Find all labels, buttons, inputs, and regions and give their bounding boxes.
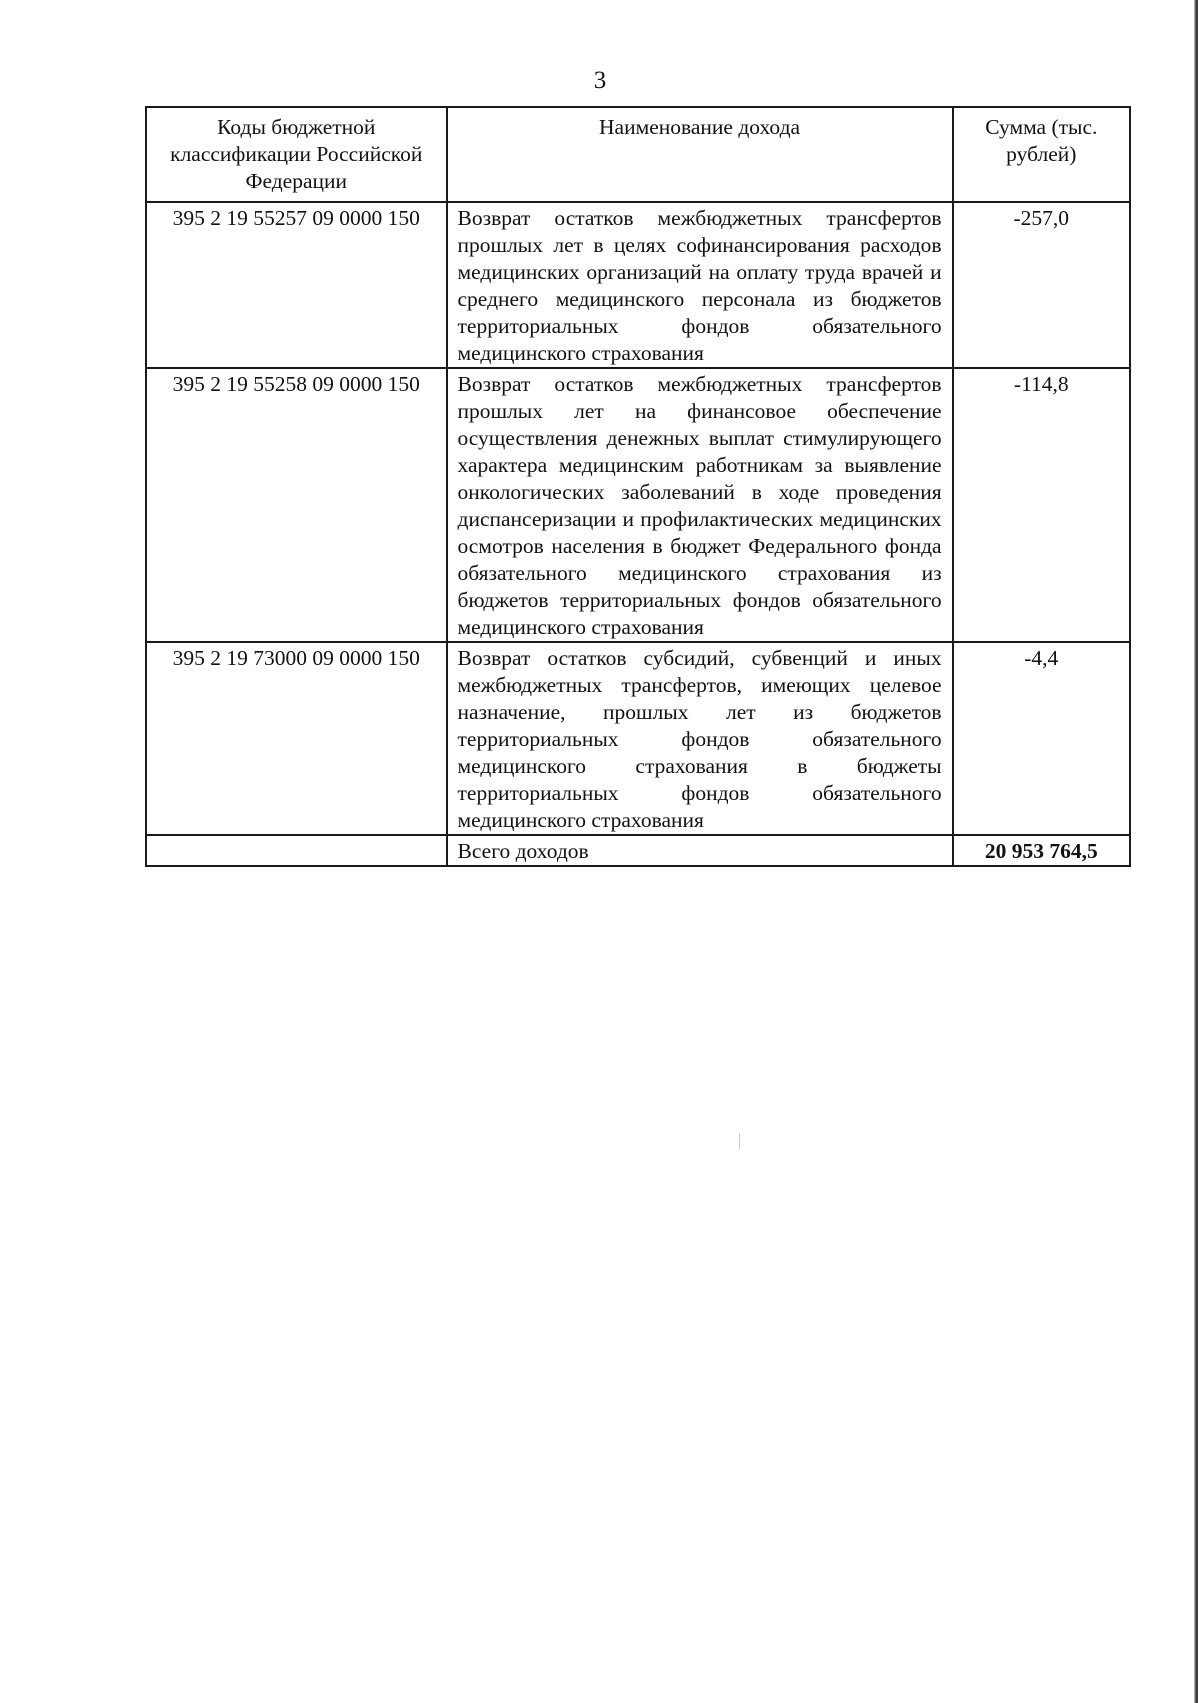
total-code-empty xyxy=(146,835,447,866)
table-row xyxy=(146,642,1130,835)
row-code: 395 2 19 55258 09 0000 150 xyxy=(146,368,447,642)
page-number: 3 xyxy=(593,67,607,94)
row-amount: -4,4 xyxy=(953,642,1130,835)
total-label: Всего доходов xyxy=(447,835,953,866)
row-amount: -257,0 xyxy=(953,202,1130,368)
row-code: 395 2 19 73000 09 0000 150 xyxy=(146,642,447,835)
scan-edge-line xyxy=(1194,0,1198,1703)
table-row xyxy=(146,202,1130,368)
row-amount: -114,8 xyxy=(953,368,1130,642)
row-name: Возврат остатков субсидий, субвенций и иных межбюджетных трансфертов, имеющих целевое назначение, прошлых лет из бюджетов территориальных фондов обязательного медицинского страхования в бюджеты территориальных фондов обязательного медицинского страхования xyxy=(447,642,953,835)
row-name: Возврат остатков межбюджетных трансфертов прошлых лет на финансовое обеспечение осуществления денежных выплат стимулирующего характера медицинским работникам за выявление онкологических заболеваний в ходе проведения диспансеризации и профилактических медицинских осмотров населения в бюджет Федерального фонда обязательного медицинского страхования из бюджетов территориальных фондов обязательного медицинского страхования xyxy=(447,368,953,642)
scan-artifact xyxy=(739,1133,740,1149)
total-row xyxy=(146,835,1130,866)
row-name: Возврат остатков межбюджетных трансфертов прошлых лет в целях софинансирования расходов медицинских организаций на оплату труда врачей и среднего медицинского персонала из бюджетов территориальных фондов обязательного медицинского страхования xyxy=(447,202,953,368)
total-amount: 20 953 764,5 xyxy=(953,835,1130,866)
header-code: Коды бюджетной классификации Российской Федерации xyxy=(146,107,447,202)
table-row xyxy=(146,368,1130,642)
row-code: 395 2 19 55257 09 0000 150 xyxy=(146,202,447,368)
header-sum: Сумма (тыс. рублей) xyxy=(953,107,1130,202)
table-header-row xyxy=(146,107,1130,202)
income-table xyxy=(145,106,1131,867)
header-name: Наименование дохода xyxy=(447,107,953,202)
